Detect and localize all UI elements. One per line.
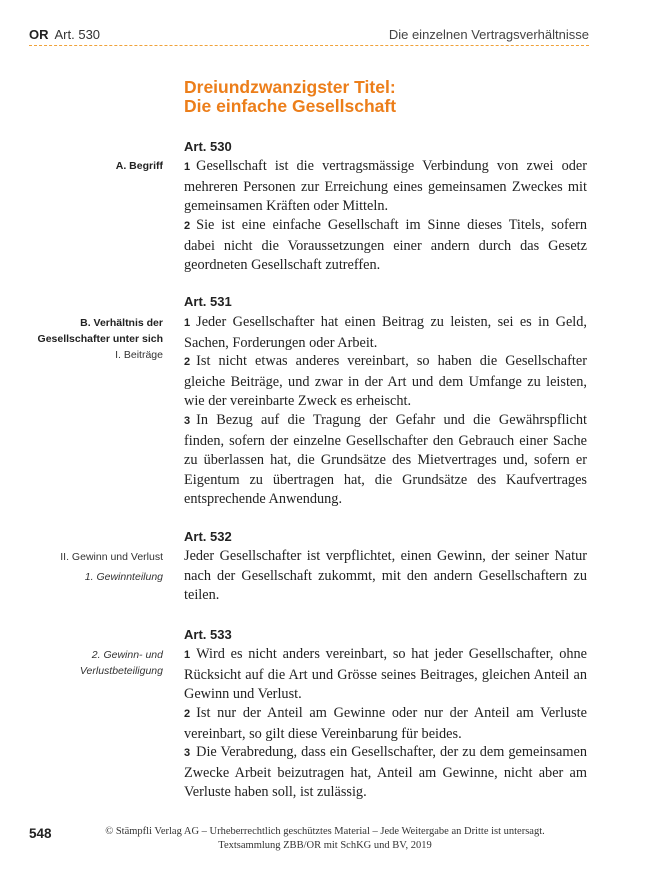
header-article: Art. 530 — [54, 27, 101, 42]
paragraph-text: Wird es nicht anders vereinbart, so hat jeder Gesellschafter, ohne Rücksicht auf die Art und Grösse seines Beitrages, gleichen Anteil an Gewinn und Verlust. — [184, 646, 587, 702]
paragraph-531-2 — [184, 352, 587, 412]
margin-note-533 — [80, 647, 163, 679]
margin-note-line: Gesellschafter unter sich — [37, 333, 163, 345]
margin-note-line: II. Gewinn und Verlust — [60, 551, 163, 563]
running-header — [29, 27, 589, 43]
margin-note-line: Verlustbeteiligung — [79, 665, 163, 677]
paragraph-533-1 — [184, 645, 587, 705]
header-code: OR — [29, 27, 49, 42]
paragraph-530-2 — [184, 216, 587, 276]
paragraph-533-2 — [184, 704, 587, 744]
paragraph-text: Sie ist eine einfache Gesellschaft im Sinne dieses Titels, sofern dabei nicht die Voraussetzungen einer andern durch das Gesetz geordneten Gesellschaft zutreffen. — [184, 217, 587, 273]
paragraph-number: 2 — [184, 220, 191, 232]
article-heading-532: Art. 532 — [184, 529, 232, 544]
margin-note-line: 1. Gewinnteilung — [84, 571, 163, 583]
margin-note-532 — [60, 549, 163, 585]
article-heading-530: Art. 530 — [184, 139, 232, 154]
chapter-title-line2: Die einfache Gesellschaft — [184, 96, 397, 116]
margin-note-line: B. Verhältnis der — [80, 317, 163, 329]
paragraph-532: Jeder Gesellschafter ist verpflichtet, einen Gewinn, der seiner Natur nach der Gesellschaft zukommt, mit den andern Gesellschaftern zu teilen. — [184, 548, 587, 603]
copyright-footer — [100, 825, 550, 853]
article-heading-533: Art. 533 — [184, 627, 232, 642]
paragraph-531-3 — [184, 411, 587, 510]
margin-note-530 — [116, 158, 163, 174]
paragraph-number: 1 — [184, 161, 191, 173]
article-heading-531: Art. 531 — [184, 294, 232, 309]
paragraph-number: 1 — [184, 317, 191, 329]
margin-note-531 — [38, 315, 163, 363]
chapter-title-line1: Dreiundzwanzigster Titel: — [184, 77, 396, 97]
paragraph-text: Gesellschaft ist die vertragsmässige Verbindung von zwei oder mehreren Personen zur Erreichung eines gemeinsamen Zweckes mit gemeinsamen Kräften oder Mitteln. — [184, 158, 587, 214]
paragraph-number: 3 — [184, 415, 191, 427]
paragraph-530-1 — [184, 157, 587, 217]
paragraph-text: Jeder Gesellschafter hat einen Beitrag zu leisten, sei es in Geld, Sachen, Forderungen oder Arbeit. — [184, 314, 587, 351]
paragraph-number: 2 — [184, 356, 191, 368]
header-section: Die einzelnen Vertragsverhältnisse — [388, 27, 589, 42]
paragraph-text: Ist nur der Anteil am Gewinne oder nur der Anteil am Verluste vereinbart, so gilt diese Vereinbarung für beides. — [184, 705, 587, 742]
paragraph-number: 1 — [184, 649, 191, 661]
header-divider — [29, 45, 589, 46]
paragraph-533-3 — [184, 743, 587, 803]
footer-line2: Textsammlung ZBB/OR mit SchKG und BV, 2019 — [218, 840, 432, 851]
paragraph-531-1 — [184, 313, 587, 353]
header-left — [29, 27, 100, 42]
margin-note-line: 2. Gewinn- und — [91, 649, 163, 661]
footer-line1: © Stämpfli Verlag AG – Urheberrechtlich geschütztes Material – Jede Weitergabe an Dritte ist untersagt. — [105, 826, 545, 837]
paragraph-text: Die Verabredung, dass ein Gesellschafter, der zu dem gemeinsamen Zwecke Arbeit beizutragen hat, Anteil am Gewinne, nicht aber am Verluste haben soll, ist zulässig. — [184, 744, 587, 800]
paragraph-text: Ist nicht etwas anderes vereinbart, so haben die Gesellschafter gleiche Beiträge, und zwar in der Art und dem Umfange zu leisten, wie der vereinbarte Zweck es erheischt. — [184, 353, 587, 409]
chapter-title — [184, 78, 396, 116]
paragraph-number: 2 — [184, 708, 191, 720]
margin-note-line: I. Beiträge — [115, 349, 163, 361]
margin-note-begriff: A. Begriff — [115, 160, 163, 172]
page-number: 548 — [29, 826, 52, 841]
paragraph-number: 3 — [184, 747, 191, 759]
paragraph-text: In Bezug auf die Tragung der Gefahr und die Gewährspflicht finden, sofern der einzelne Gesellschafter den Gebrauch einer Sache zu überlassen hat, die Grundsätze des Mietvertrages und, sofern er Eigentum zu übertragen hat, die Grundsätze des Kaufvertrages entsprechende Anwendung. — [184, 412, 587, 507]
